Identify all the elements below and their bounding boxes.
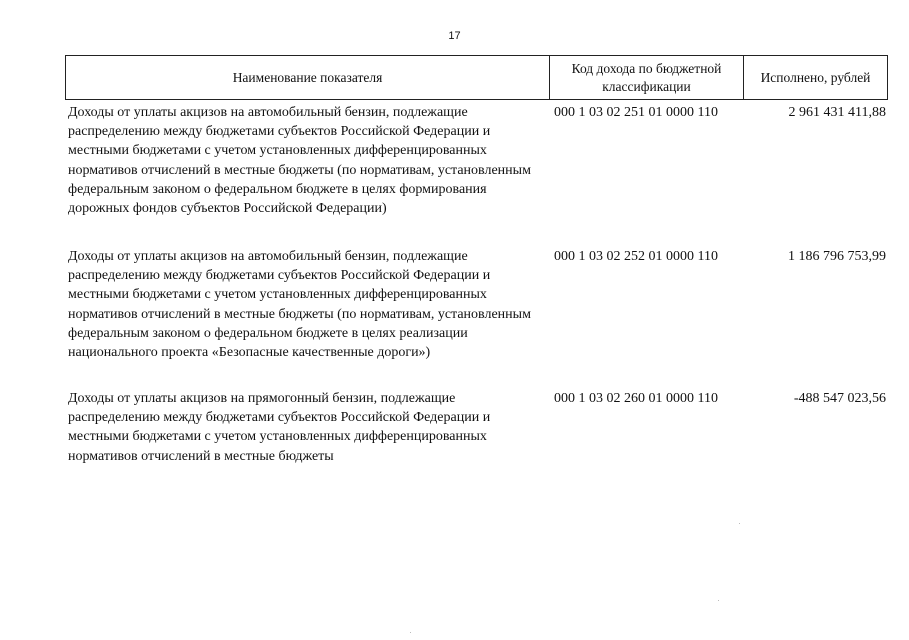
header-executed-amount: Исполнено, рублей: [760, 69, 871, 85]
page-number: 17: [448, 30, 461, 42]
header-income-code: Код дохода по бюджетной классификации: [550, 56, 744, 99]
scan-speck: [410, 632, 411, 633]
scan-speck: [718, 600, 719, 601]
row-executed-amount: -488 547 023,56: [793, 391, 886, 406]
header-indicator-name: Наименование показателя: [66, 56, 550, 99]
row-indicator-name: Доходы от уплаты акцизов на автомобильный бензин, подлежащие распределению между бюджетами субъектов Российской Федерации и местными бюджетами с учетом установленных дифференцированных нормативов отчислений в местные бюджеты (по нормативам, установленным федеральным законом о федеральном бюджете в целях формирования дорожных фондов субъектов Российской Федерации): [68, 105, 531, 217]
row-indicator-name: Доходы от уплаты акцизов на автомобильный бензин, подлежащие распределению между бюджетами субъектов Российской Федерации и местными бюджетами с учетом установленных дифференцированных нормативов отчислений в местные бюджеты (по нормативам, установленным федеральным законом о федеральном бюджете в целях реализации национального проекта «Безопасные качественные дороги»): [68, 249, 531, 361]
row-indicator-name: Доходы от уплаты акцизов на прямогонный бензин, подлежащие распределению между бюджетами субъектов Российской Федерации и местными бюджетами с учетом установленных дифференцированных нормативов отчислений в местные бюджеты: [68, 391, 491, 464]
scan-speck: [739, 523, 740, 524]
row-income-code: 000 1 03 02 251 01 0000 110: [554, 105, 718, 120]
table-header: [65, 55, 888, 100]
row-income-code: 000 1 03 02 252 01 0000 110: [554, 249, 718, 264]
row-income-code: 000 1 03 02 260 01 0000 110: [554, 391, 718, 406]
row-executed-amount: 1 186 796 753,99: [788, 249, 886, 264]
row-executed-amount: 2 961 431 411,88: [788, 105, 886, 120]
